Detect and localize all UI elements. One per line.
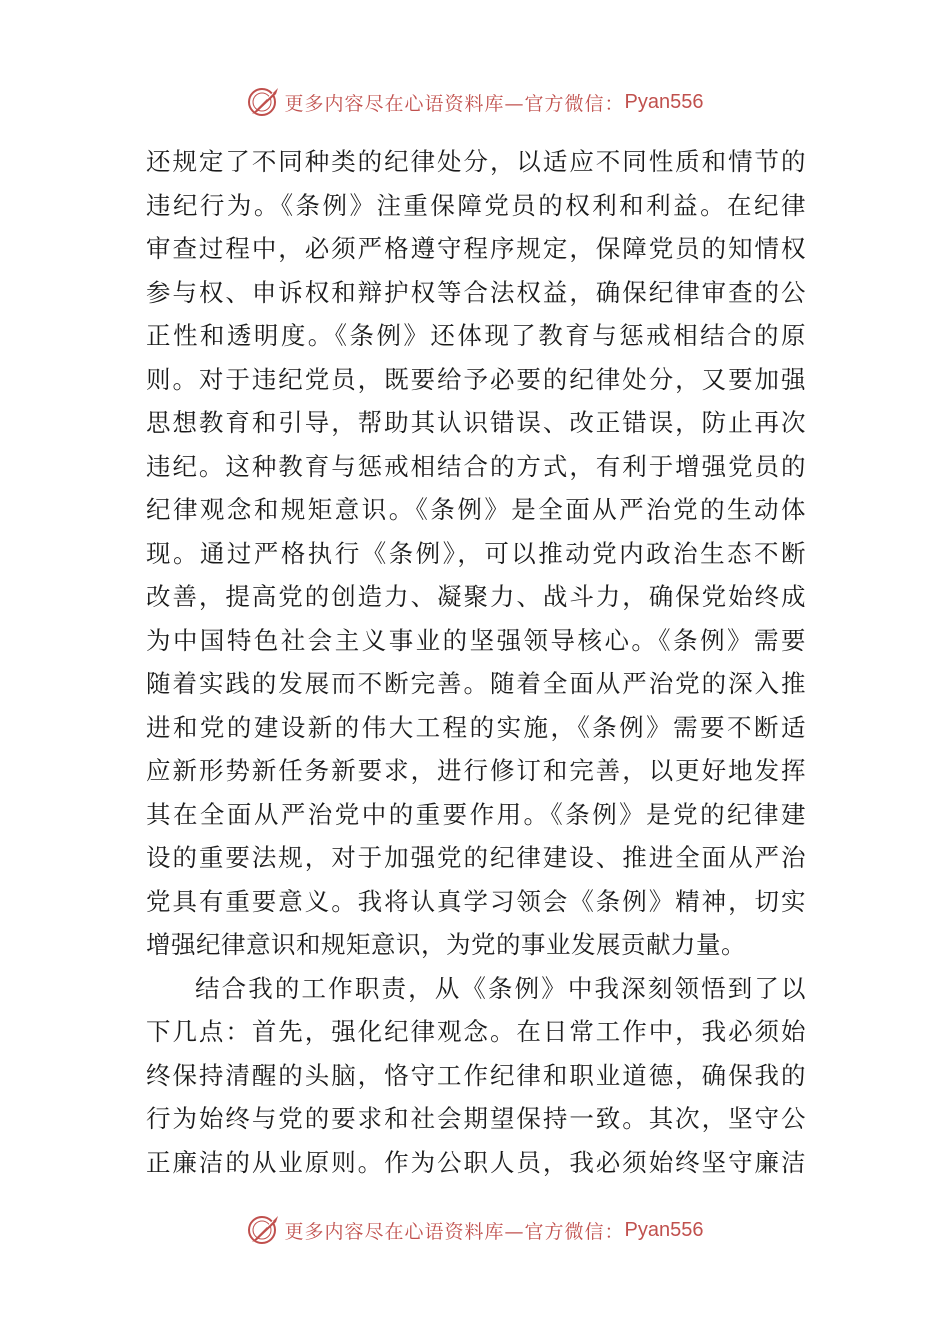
text-line: 现。通过严格执行《条例》，可以推动党内政治生态不断: [146, 538, 806, 568]
paragraph-1: [146, 140, 806, 967]
text-line: 下几点：首先，强化纪律观念。在日常工作中，我必须始: [146, 1017, 806, 1046]
header-banner: [0, 82, 950, 122]
quill-pen-logo-icon: [247, 85, 281, 119]
text-line: 结合我的工作职责，从《条例》中我深刻领悟到了以: [195, 973, 806, 1003]
paragraph-2: [146, 967, 806, 1185]
banner-text: 更多内容尽在心语资料库—官方微信：: [284, 92, 625, 115]
text-line: 应新形势新任务新要求，进行修订和完善，以更好地发挥: [146, 756, 806, 785]
banner-text: 更多内容尽在心语资料库—官方微信：: [284, 1220, 625, 1243]
footer-banner: [0, 1210, 950, 1250]
text-line: 改善，提高党的创造力、凝聚力、战斗力，确保党始终成: [146, 582, 806, 611]
text-line: 正性和透明度。《条例》还体现了教育与惩戒相结合的原: [146, 321, 806, 350]
wechat-id: Pyan556: [624, 90, 704, 113]
text-line: 正廉洁的从业原则。作为公职人员，我必须始终坚守廉洁: [146, 1147, 806, 1177]
wechat-id: Pyan556: [624, 1218, 704, 1241]
document-body: [146, 140, 806, 1184]
text-line: 设的重要法规，对于加强党的纪律建设、推进全面从严治: [146, 843, 806, 872]
text-line: 为中国特色社会主义事业的坚强领导核心。《条例》需要: [146, 625, 806, 655]
text-line: 思想教育和引导，帮助其认识错误、改正错误，防止再次: [146, 408, 806, 437]
quill-pen-logo-icon: [247, 1213, 281, 1247]
text-line: 行为始终与党的要求和社会期望保持一致。其次，坚守公: [146, 1104, 806, 1133]
text-line: 其在全面从严治党中的重要作用。《条例》是党的纪律建: [146, 799, 806, 829]
text-line: 终保持清醒的头脑，恪守工作纪律和职业道德，确保我的: [146, 1060, 806, 1090]
text-line: 进和党的建设新的伟大工程的实施，《条例》需要不断适: [146, 712, 806, 742]
text-line: 增强纪律意识和规矩意识，为党的事业发展贡献力量。: [146, 930, 746, 959]
text-line: 纪律观念和规矩意识。《条例》是全面从严治党的生动体: [146, 495, 806, 524]
text-line: 违纪。这种教育与惩戒相结合的方式，有利于增强党员的: [146, 451, 806, 481]
text-line: 审查过程中，必须严格遵守程序规定，保障党员的知情权: [146, 234, 806, 263]
text-line: 随着实践的发展而不断完善。随着全面从严治党的深入推: [146, 669, 806, 698]
text-line: 还规定了不同种类的纪律处分，以适应不同性质和情节的: [146, 147, 806, 176]
text-line: 违纪行为。《条例》注重保障党员的权利和利益。在纪律: [146, 190, 806, 220]
text-line: 党具有重要意义。我将认真学习领会《条例》精神，切实: [146, 886, 806, 916]
text-line: 则。对于违纪党员，既要给予必要的纪律处分，又要加强: [146, 364, 806, 394]
text-line: 参与权、申诉权和辩护权等合法权益，确保纪律审查的公: [146, 277, 806, 307]
